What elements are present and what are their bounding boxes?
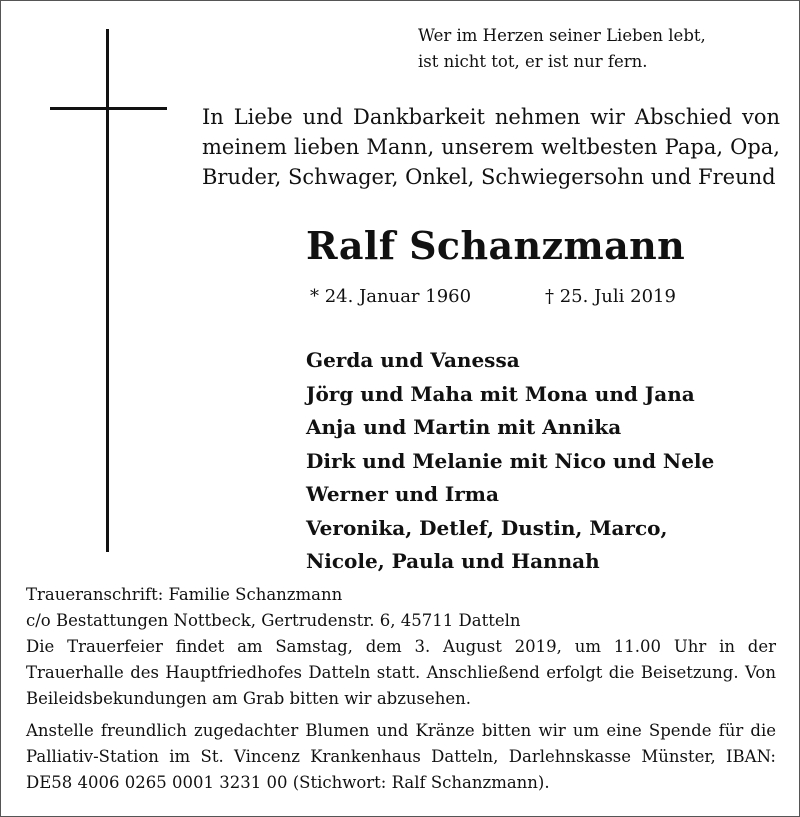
motto-line-1: Wer im Herzen seiner Lieben lebt, (418, 26, 706, 45)
motto-line-2: ist nicht tot, er ist nur fern. (418, 52, 648, 71)
mourner-line: Nicole, Paula und Hannah (306, 549, 600, 573)
ceremony-info: Die Trauerfeier findet am Samstag, dem 3. August 2019, um 11.00 Uhr in der Trauerhalle des Hauptfriedhofes Datteln statt. Anschließend erfolgt die Beisetzung. Von Beileidsbekundungen am Grab bitten wir abzusehen. (26, 637, 776, 708)
address-line-2: c/o Bestattungen Nottbeck, Gertrudenstr. 6, 45711 Datteln (26, 611, 521, 630)
mourner-line: Anja und Martin mit Annika (306, 415, 622, 439)
motto-quote (418, 23, 706, 75)
mourner-line: Werner und Irma (306, 482, 499, 506)
birth-date: * 24. Januar 1960 (310, 286, 472, 307)
cross-icon-bar (50, 107, 167, 110)
mourner-line: Dirk und Melanie mit Nico und Nele (306, 448, 715, 473)
deceased-name: Ralf Schanzmann (306, 223, 686, 268)
donation-info: Anstelle freundlich zugedachter Blumen und Kränze bitten wir um eine Spende für die Palliativ-Station im St. Vincenz Krankenhaus Datteln, Darlehnskasse Münster, IBAN: DE58 4006 0265 0001 3231 00 (Stichwort: Ralf Schanzmann). (26, 721, 776, 792)
mourners-list (306, 344, 714, 579)
mourner-line: Veronika, Detlef, Dustin, Marco, (306, 515, 668, 540)
mourner-line: Gerda und Vanessa (306, 348, 520, 372)
intro-text: In Liebe und Dankbarkeit nehmen wir Abschied von meinem lieben Mann, unserem weltbesten Papa, Opa, Bruder, Schwager, Onkel, Schwiegersohn und Freund (202, 105, 780, 189)
address-line-1: Traueranschrift: Familie Schanzmann (26, 585, 343, 604)
mourner-line: Jörg und Maha mit Mona und Jana (306, 381, 695, 406)
mourning-address (26, 582, 521, 634)
death-date: † 25. Juli 2019 (545, 286, 676, 307)
